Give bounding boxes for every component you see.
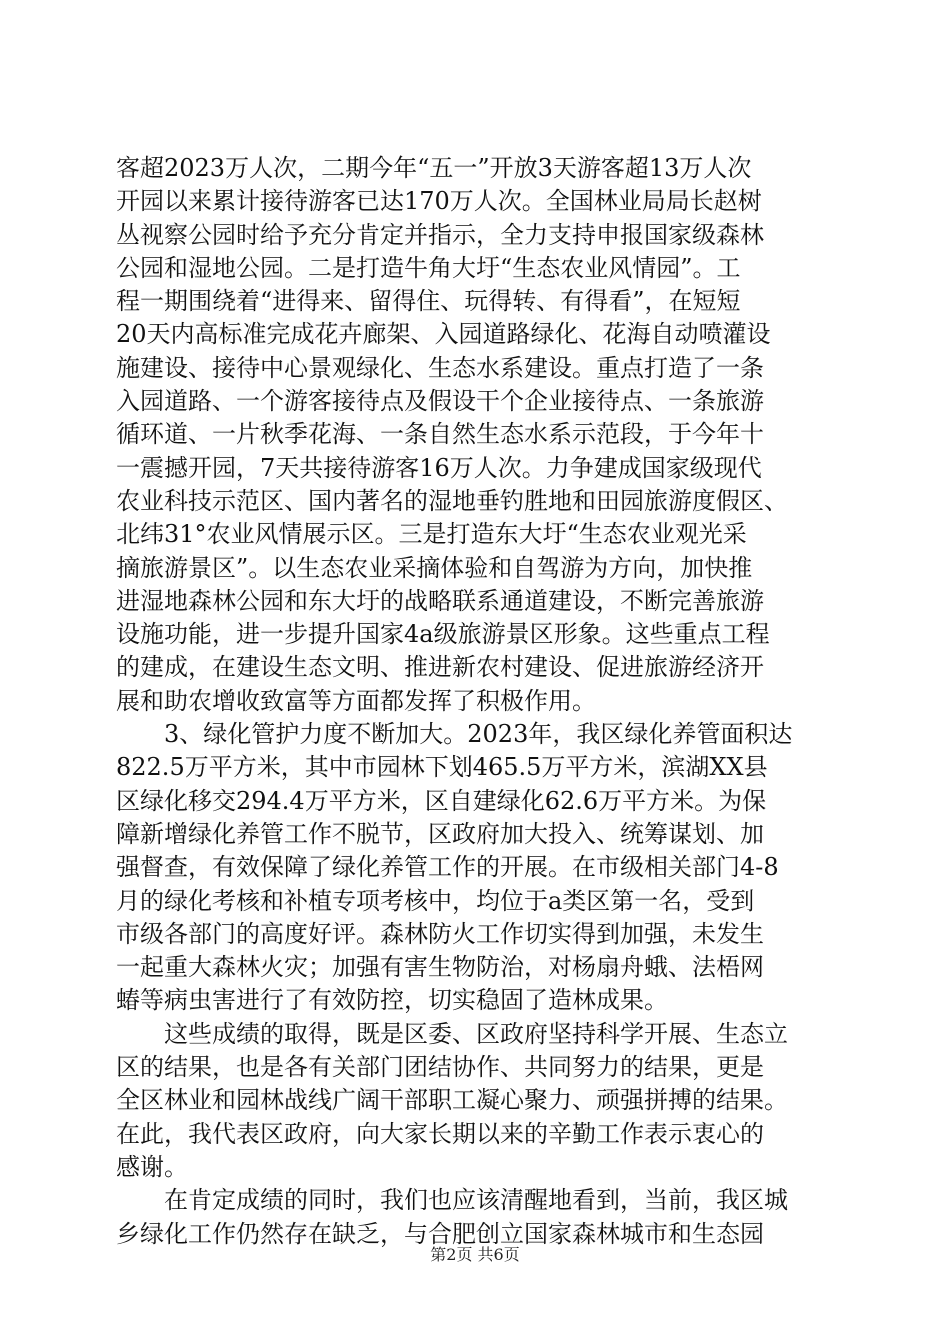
text-line: 乡绿化工作仍然存在缺乏，与合肥创立国家森林城市和生态园 (116, 1219, 764, 1248)
text-line: 循环道、一片秋季花海、一条自然生态水系示范段，于今年十 (116, 420, 764, 449)
text-line: 全区林业和园林战线广阔干部职工凝心聚力、顽强拼搏的结果。 (116, 1086, 788, 1115)
text-line: 设施功能，进一步提升国家4a级旅游景区形象。这些重点工程 (116, 620, 770, 649)
text-line: 在肯定成绩的同时，我们也应该清醒地看到，当前，我区城 (116, 1186, 788, 1215)
text-line: 开园以来累计接待游客已达170万人次。全国林业局局长赵树 (116, 187, 762, 216)
text-line: 区的结果，也是各有关部门团结协作、共同努力的结果，更是 (116, 1053, 764, 1082)
text-line: 3、绿化管护力度不断加大。2023年，我区绿化养管面积达 (116, 720, 793, 749)
text-line: 这些成绩的取得，既是区委、区政府坚持科学开展、生态立 (116, 1019, 788, 1048)
text-line: 进湿地森林公园和东大圩的战略联系通道建设，不断完善旅游 (116, 586, 764, 615)
text-line: 在此，我代表区政府，向大家长期以来的辛勤工作表示衷心的 (116, 1119, 764, 1148)
text-line: 施建设、接待中心景观绿化、生态水系建设。重点打造了一条 (116, 353, 764, 382)
text-line: 强督查，有效保障了绿化养管工作的开展。在市级相关部门4-8 (116, 853, 779, 882)
text-line: 区绿化移交294.4万平方米，区自建绿化62.6万平方米。为保 (116, 786, 767, 815)
text-line: 的建成，在建设生态文明、推进新农村建设、促进旅游经济开 (116, 653, 764, 682)
text-line: 农业科技示范区、国内著名的湿地垂钓胜地和田园旅游度假区、 (116, 486, 788, 515)
text-line: 入园道路、一个游客接待点及假设干个企业接待点、一条旅游 (116, 387, 764, 416)
text-line: 摘旅游景区”。以生态农业采摘体验和自驾游为方向，加快推 (116, 553, 753, 582)
text-line: 一起重大森林火灾；加强有害生物防治，对杨扇舟蛾、法梧网 (116, 953, 764, 982)
text-line: 20天内高标准完成花卉廊架、入园道路绿化、花海自动喷灌设 (116, 320, 771, 349)
text-line: 客超2023万人次，二期今年“五一”开放3天游客超13万人次 (116, 154, 752, 182)
text-line: 感谢。 (116, 1152, 188, 1181)
text-line: 展和助农增收致富等方面都发挥了积极作用。 (116, 686, 596, 715)
text-line: 蝽等病虫害进行了有效防控，切实稳固了造林成果。 (116, 986, 668, 1015)
text-line: 程一期围绕着“进得来、留得住、玩得转、有得看”，在短短 (116, 287, 741, 316)
text-line: 北纬31°农业风情展示区。三是打造东大圩“生态农业观光采 (116, 520, 747, 549)
text-line: 月的绿化考核和补植专项考核中，均位于a类区第一名，受到 (116, 886, 755, 915)
page-footer: 第2页 共6页 (430, 1245, 520, 1264)
text-line: 丛视察公园时给予充分肯定并指示，全力支持申报国家级森林 (116, 220, 764, 249)
text-line: 一震撼开园，7天共接待游客16万人次。力争建成国家级现代 (116, 453, 762, 482)
text-line: 市级各部门的高度好评。森林防火工作切实得到加强，未发生 (116, 919, 764, 948)
document-body (116, 152, 851, 1251)
text-line: 822.5万平方米，其中市园林下划465.5万平方米，滨湖XX县 (116, 753, 768, 782)
text-line: 障新增绿化养管工作不脱节，区政府加大投入、统筹谋划、加 (116, 819, 764, 848)
text-line: 公园和湿地公园。二是打造牛角大圩“生态农业风情园”。工 (116, 253, 741, 282)
